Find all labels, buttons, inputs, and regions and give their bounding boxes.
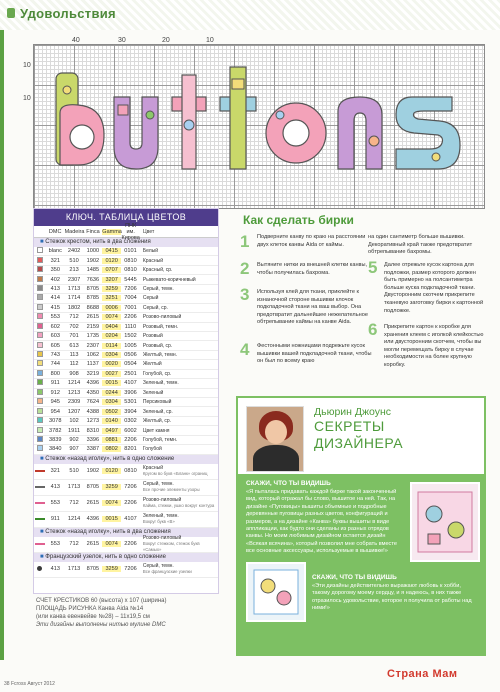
table-row	[34, 417, 218, 426]
quote-text: «Эти дизайны действительно выражают любовь к хобби, такому дорогому моему сердцу, и я надеюсь, в них также отразилось удовольствие, которое я получила от работы над ними!»	[312, 583, 472, 612]
table-row	[34, 426, 218, 435]
color-symbol	[34, 370, 46, 378]
table-cell: 0020	[102, 361, 121, 367]
thread-note: Эти дизайны выполнены нитью мулине DMC	[36, 622, 166, 628]
table-cell: 0497	[102, 428, 121, 434]
table-cell: 0204	[102, 333, 121, 339]
letter-u	[114, 97, 158, 169]
table-cell: 0502	[102, 409, 121, 415]
table-cell: 712	[69, 541, 79, 548]
table-cell: 4396	[86, 516, 100, 523]
table-cell: 1735	[86, 333, 100, 340]
table-cell: 3782	[49, 427, 62, 434]
table-cell: 7004	[124, 295, 137, 302]
table-cell: 413	[50, 285, 60, 292]
table-cell: 0101	[124, 248, 137, 255]
table-cell: 8705	[86, 484, 100, 491]
table-cell: 743	[50, 352, 60, 359]
color-name: Розово-лиловый Вокруг стежком, стежок букв «Самых»	[142, 535, 200, 553]
table-row	[34, 304, 218, 313]
table-cell: 4396	[86, 380, 100, 387]
cross-stitch-rows	[34, 247, 218, 455]
color-symbol	[34, 389, 46, 397]
table-cell: 1802	[67, 304, 81, 311]
step-text-cont: на один сантиметр больше вышивки. Декоративный край также предотвратит обтрепывание бахромы.	[368, 234, 473, 256]
table-cell: 3078	[49, 418, 62, 425]
color-name: Серый, темн. Все французские узелки	[142, 563, 192, 575]
table-cell: 602	[50, 323, 60, 330]
table-cell: 0074	[102, 500, 121, 506]
color-key-table	[33, 208, 219, 594]
table-cell: 1110	[124, 323, 137, 330]
page-edge-stripe	[0, 30, 4, 660]
letter-n	[338, 97, 382, 169]
color-symbol	[34, 276, 46, 284]
table-cell: 712	[69, 314, 79, 321]
designer-photo	[246, 406, 304, 472]
color-symbol	[34, 266, 46, 274]
table-cell: 911	[50, 516, 60, 523]
letter-o	[266, 103, 326, 163]
color-symbol	[34, 304, 46, 312]
color-name: Розовый, темн.	[142, 323, 179, 330]
table-cell: 8705	[86, 566, 100, 573]
color-name: Белый	[142, 248, 159, 255]
color-symbol	[34, 257, 46, 265]
color-symbol	[34, 379, 46, 387]
color-name: Серый	[142, 295, 159, 302]
tick-top: 10	[206, 37, 214, 44]
table-cell: 3840	[49, 446, 62, 453]
line-symbol	[34, 516, 46, 522]
table-cell: 402	[50, 276, 60, 283]
table-cell: 2615	[86, 500, 100, 507]
color-name: Красный, ср.	[142, 267, 173, 274]
designer-secrets-box	[236, 396, 486, 656]
howto-title: Как сделать бирки	[243, 213, 354, 227]
color-symbol	[34, 285, 46, 293]
table-cell: 1714	[67, 295, 81, 302]
color-name: Голубой	[142, 446, 162, 453]
table-cell: 2206	[124, 314, 137, 321]
col-header: DMC	[48, 228, 62, 235]
letter-t	[172, 75, 206, 169]
step-text: Далее отрежьте кусок картона для подложки, размер которого должен быть примерно на полсантиметра больше куска подкладочной ткани. Двусторонним скотчем прикрепите тканевую заготовку бирки к картонной подложке.	[384, 262, 484, 314]
table-cell: 0707	[102, 267, 121, 273]
table-title: КЛЮЧ. ТАБЛИЦА ЦВЕТОВ	[34, 209, 218, 226]
table-cell: 0810	[124, 468, 137, 475]
table-row	[34, 512, 218, 528]
color-symbol	[34, 427, 46, 435]
table-cell: 0304	[102, 399, 121, 405]
table-cell: 902	[69, 436, 79, 443]
table-cell: 1911	[68, 427, 81, 434]
table-cell: 5301	[124, 399, 137, 406]
step-number: 1	[240, 232, 250, 251]
french-knot-rows	[34, 562, 218, 578]
table-row	[34, 285, 218, 294]
color-symbol	[34, 445, 46, 453]
table-cell: 7001	[124, 304, 137, 311]
table-cell: 1485	[86, 267, 100, 274]
table-cell: 415	[50, 304, 60, 311]
table-row	[34, 266, 218, 275]
color-name: Серый, темн.	[142, 285, 174, 292]
table-cell: 3259	[102, 566, 121, 572]
quote-heading: СКАЖИ, ЧТО ТЫ ВИДИШЬ	[312, 574, 397, 581]
table-cell: 3259	[102, 484, 121, 490]
col-header: Finca	[86, 228, 100, 235]
table-row	[34, 313, 218, 322]
table-cell: 2206	[124, 541, 137, 548]
table-cell: 2307	[67, 276, 81, 283]
table-cell: 0810	[124, 257, 137, 264]
table-cell: 1273	[86, 418, 100, 425]
color-name: Красный Кругом во букв «Бланк» ограниц	[142, 465, 208, 477]
table-cell: 102	[69, 418, 79, 425]
table-cell: 0810	[124, 267, 137, 274]
table-cell: 7636	[86, 276, 100, 283]
table-cell: 553	[50, 314, 60, 321]
table-cell: 553	[50, 500, 60, 507]
table-cell: 213	[69, 267, 79, 274]
table-cell: 912	[50, 389, 60, 396]
color-name: Зеленый, ср.	[142, 408, 173, 415]
line-symbol	[34, 500, 46, 506]
table-cell: 613	[69, 342, 79, 349]
table-cell: 3219	[86, 370, 100, 377]
knot-symbol	[34, 566, 46, 573]
section-header: ■ Стежок «назад иголку», нить в одно сложение	[34, 455, 218, 464]
table-row	[34, 294, 218, 303]
table-cell: 954	[50, 408, 60, 415]
table-cell: 7206	[124, 484, 137, 491]
table-row	[34, 480, 218, 496]
table-cell: 7624	[86, 399, 100, 406]
color-name: Рыжевато-коричневый	[142, 276, 196, 283]
table-cell: 2206	[124, 436, 137, 443]
color-name: Желтый, темн.	[142, 352, 178, 359]
table-cell: 712	[69, 500, 79, 507]
section-header: ■ Стежок крестом, нить в два сложения	[34, 238, 218, 247]
table-row	[34, 360, 218, 369]
table-cell: 1902	[86, 468, 100, 475]
step-text: Используя клей для ткани, приклейте к изнаночной стороне вышивки клочок подкладочной ткани на ваш выбор. Она предотвратит дальнейшее нежелательное обтрепывание каймы на канве Aida.	[257, 289, 368, 326]
step-number: 5	[368, 258, 378, 277]
table-cell: 321	[50, 257, 60, 264]
table-cell: 350	[50, 267, 60, 274]
table-cell: 5445	[124, 276, 137, 283]
table-cell: 0015	[102, 516, 121, 522]
table-cell: 0304	[102, 352, 121, 358]
chart-art	[34, 45, 484, 208]
table-cell: 8310	[86, 427, 100, 434]
table-cell: 911	[50, 380, 60, 387]
table-cell: 3396	[86, 436, 100, 443]
table-cell: 2615	[86, 314, 100, 321]
table-row	[34, 351, 218, 360]
table-cell: 1213	[67, 389, 81, 396]
design-area: ПЛОЩАДЬ РИСУНКА Канва Aida №14	[36, 606, 144, 612]
color-name: Зеленый	[142, 389, 164, 396]
letter-b	[56, 73, 104, 165]
table-header-row	[34, 222, 218, 238]
step-text: Подверните канву по краю на расстоянии двух клеток канвы Aida от каймы.	[257, 234, 366, 248]
site-logo: Страна Мам	[387, 668, 458, 680]
color-symbol	[34, 247, 46, 255]
color-symbol	[34, 398, 46, 406]
table-cell: 3906	[124, 389, 137, 396]
table-cell: 7206	[124, 285, 137, 292]
table-cell: 2206	[124, 500, 137, 507]
step-number: 4	[240, 340, 250, 359]
table-cell: 0114	[102, 343, 121, 349]
step-text: Вытяните нитки из внешней клетки канвы, чтобы получилась бахрома.	[257, 262, 368, 276]
table-row	[34, 341, 218, 350]
step-number: 6	[368, 320, 378, 339]
section-header: ■ Стежок «назад иголку», нить в два сложения	[34, 528, 218, 537]
table-cell: 3387	[86, 446, 100, 453]
step-text: Прикрепите картон к коробке для хранения клеем с иголкой клейкостью или двусторонним скотчем, чтобы вы могли перемещать бирку в случае необходимости на более крупную коробку.	[384, 324, 484, 368]
color-name: Голубой, темн.	[142, 436, 178, 443]
color-symbol	[34, 323, 46, 331]
table-row	[34, 407, 218, 416]
color-name: Розовый, ср.	[142, 342, 173, 349]
chart-info	[36, 597, 226, 629]
table-row	[34, 379, 218, 388]
table-cell: 0244	[102, 390, 121, 396]
col-header: Gamma	[102, 228, 122, 235]
table-cell: 414	[50, 295, 60, 302]
table-cell: 0074	[102, 314, 121, 320]
line-symbol	[34, 484, 46, 490]
table-cell: 3251	[102, 295, 121, 301]
table-cell: 1137	[86, 361, 99, 368]
table-cell: 0802	[102, 446, 121, 452]
table-cell: 0015	[102, 380, 121, 386]
table-cell: 3259	[102, 286, 121, 292]
backstitch-rows	[34, 464, 218, 528]
letter-s	[396, 97, 460, 169]
table-cell: 2309	[67, 399, 81, 406]
table-cell: 8785	[86, 295, 100, 302]
color-name: Серый, ср.	[142, 304, 168, 311]
design-area-alt: (или канва евенвейве №28) – 11х19,5 см	[36, 614, 150, 620]
table-cell: 3839	[49, 436, 62, 443]
table-row	[34, 398, 218, 407]
table-cell: 553	[50, 541, 60, 548]
table-cell: 0140	[102, 418, 121, 424]
table-cell: 4107	[124, 380, 137, 387]
tick-side: 10	[23, 95, 31, 102]
color-symbol	[34, 408, 46, 416]
table-cell: 0415	[102, 248, 121, 254]
table-row	[34, 247, 218, 256]
col-header: Цвет	[143, 228, 155, 235]
backstitch2-rows	[34, 537, 218, 553]
color-name: Зеленый, темн.	[142, 380, 179, 387]
table-cell: 605	[50, 342, 60, 349]
tick-top: 40	[72, 37, 80, 44]
table-cell: 4388	[86, 408, 100, 415]
table-cell: 8688	[86, 304, 100, 311]
line-symbol	[34, 541, 46, 547]
color-name: Розово-лиловый	[142, 314, 182, 321]
table-cell: 603	[50, 333, 60, 340]
step-number: 3	[240, 285, 250, 304]
table-cell: 4107	[124, 516, 137, 523]
quote-heading: СКАЖИ, ЧТО ТЫ ВИДИШЬ	[246, 480, 331, 487]
table-cell: 945	[50, 399, 60, 406]
table-cell: 2501	[124, 370, 137, 377]
table-cell: 908	[69, 370, 79, 377]
table-row	[34, 537, 218, 553]
table-cell: 6002	[124, 427, 137, 434]
table-cell: 112	[69, 361, 79, 368]
table-cell: 1713	[67, 285, 81, 292]
color-symbol	[34, 294, 46, 302]
color-symbol	[34, 313, 46, 321]
table-cell: 113	[69, 352, 79, 359]
table-cell: 3207	[102, 277, 121, 283]
color-symbol	[34, 436, 46, 444]
color-name: Зеленый, темн. Вокруг букв «В»	[142, 513, 179, 525]
table-cell: 2402	[67, 248, 81, 255]
table-cell: 510	[69, 257, 79, 264]
table-cell: 0006	[102, 305, 121, 311]
table-row	[34, 323, 218, 332]
table-cell: 0506	[124, 352, 137, 359]
section-title: Удовольствия	[20, 6, 116, 21]
color-symbol	[34, 332, 46, 340]
header	[0, 0, 500, 30]
designer-heading: СЕКРЕТЫ ДИЗАЙНЕРА	[314, 418, 404, 451]
letter-t	[220, 67, 256, 169]
table-cell: 907	[69, 446, 79, 453]
table-row	[34, 389, 218, 398]
table-cell: 0074	[102, 541, 121, 547]
color-symbol	[34, 351, 46, 359]
table-cell: 7206	[124, 566, 137, 573]
table-cell: 4350	[86, 389, 100, 396]
tick-top: 20	[162, 37, 170, 44]
section-header: ■ Французский узелок, нить в одно сложение	[34, 553, 218, 562]
table-cell: 510	[69, 468, 79, 475]
step-text: Фестонными ножницами подрежьте кусок вышивки вашей подкладочной ткани, чтобы он был по всему краю	[257, 343, 372, 365]
table-cell: 0404	[102, 324, 121, 330]
color-name: Голубой, ср.	[142, 370, 172, 377]
table-cell: 1005	[124, 342, 137, 349]
step-number: 2	[240, 259, 250, 278]
tick-side: 10	[23, 62, 31, 69]
color-symbol	[34, 417, 46, 425]
table-row	[34, 445, 218, 454]
page-number: 38 Fcross Август 2012	[4, 681, 55, 687]
col-header: ПНК им.	[125, 222, 137, 235]
table-cell: 3904	[124, 408, 137, 415]
table-cell: 1902	[86, 257, 100, 264]
table-cell: 702	[69, 323, 79, 330]
table-cell: 1062	[86, 352, 100, 359]
table-cell: 2307	[86, 342, 100, 349]
color-name: Желтый	[142, 361, 162, 368]
table-cell: 8201	[124, 446, 137, 453]
color-symbol	[34, 342, 46, 350]
col-header: Madeira	[64, 228, 85, 235]
color-name: Красный	[142, 257, 163, 264]
table-cell: 1000	[86, 248, 100, 255]
table-cell: 1713	[67, 484, 81, 491]
tag-photo	[246, 562, 306, 622]
table-cell: 413	[50, 566, 60, 573]
color-name: Розовый	[142, 333, 163, 340]
table-cell: 8705	[86, 285, 100, 292]
table-cell: 2159	[86, 323, 100, 330]
table-row	[34, 562, 218, 578]
quote-text: «Я пыталась придавать каждой бирке такой законченный вид, который отражал бы слово, вышитое на ней. Так, на дизайне «Пуговицы» вышиты объемные и подробные деревянные пуговицы разных цветов, конфигураций и размеров, а на дизайне «Канва» буквы вышиты в виде аппликации, как будто они сделаны из разных отрядов канвы. Но моим любимым дизайном остается дизайн «Всякая всячина», который позволил мне собрать вместе все основные аксессуары, используемые в вышивке!»	[246, 489, 397, 555]
tag-photo	[410, 482, 480, 562]
tick-top: 30	[118, 37, 126, 44]
cross-stitch-chart	[33, 44, 485, 209]
table-cell: 413	[50, 484, 60, 491]
table-row	[34, 275, 218, 284]
table-row	[34, 256, 218, 265]
table-cell: 1214	[67, 380, 81, 387]
stitch-count: СЧЕТ КРЕСТИКОВ 60 (высота) х 107 (ширина)	[36, 598, 167, 604]
designer-name: Дьюрин Джоунс	[314, 406, 392, 418]
color-name: Цвет камня	[142, 427, 170, 434]
table-cell: 0881	[102, 437, 121, 443]
table-row	[34, 332, 218, 341]
table-cell: 0504	[124, 361, 137, 368]
table-cell: 701	[69, 333, 79, 340]
table-cell: 800	[50, 370, 60, 377]
table-cell: 0027	[102, 371, 121, 377]
table-row	[34, 436, 218, 445]
color-name: Розово-лиловый Кайма, стежки, ушко вокруг контура	[142, 497, 215, 509]
table-cell: 2615	[86, 541, 100, 548]
table-row	[34, 464, 218, 480]
line-symbol	[34, 468, 46, 474]
color-name: Серый, темн. Все прочие элементы узоры	[142, 481, 200, 493]
color-name: Желтый, ср.	[142, 418, 172, 425]
table-cell: 321	[50, 468, 60, 475]
table-cell: 1207	[67, 408, 81, 415]
table-cell: 0302	[124, 418, 137, 425]
table-cell: 1502	[124, 333, 137, 340]
table-row	[34, 496, 218, 512]
color-name: Персиковый	[142, 399, 172, 406]
table-cell: blanc	[48, 248, 62, 255]
table-row	[34, 370, 218, 379]
table-cell: 0120	[102, 258, 121, 264]
table-cell: 744	[50, 361, 60, 368]
designer-header	[238, 398, 484, 468]
table-cell: 1214	[67, 516, 81, 523]
table-cell: 1713	[67, 566, 81, 573]
color-symbol	[34, 360, 46, 368]
table-cell: 0120	[102, 468, 121, 474]
